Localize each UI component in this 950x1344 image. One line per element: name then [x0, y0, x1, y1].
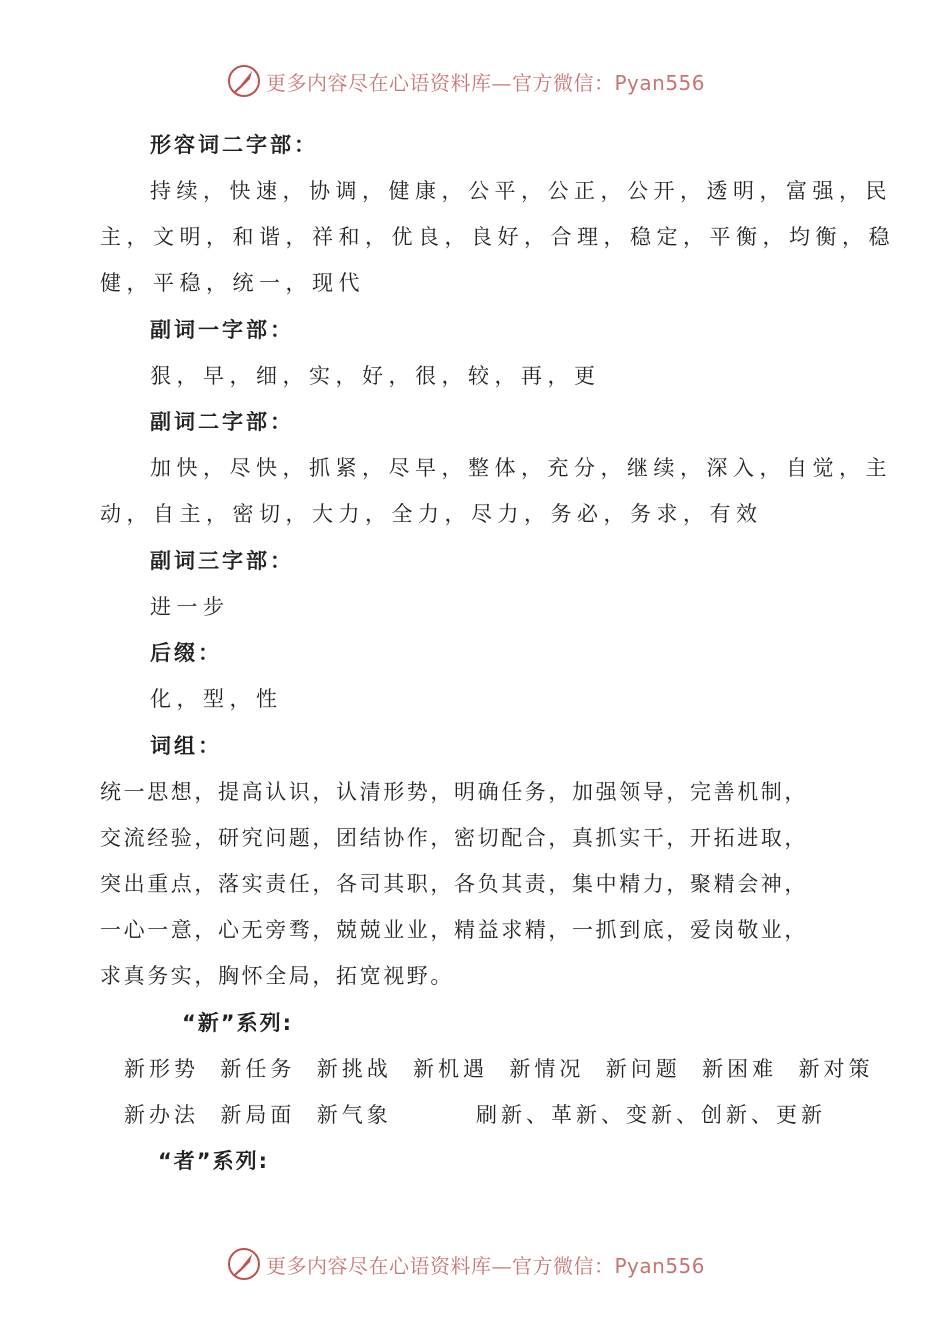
- adj2-line-1: 持续，快速，协调，健康，公平，公正，公开，透明，富强，民: [150, 179, 892, 203]
- phrases-line-2: 交流经验，研究问题，团结协作，密切配合，真抓实干，开拓进取，: [100, 826, 808, 850]
- adv1-line-1: 狠，早，细，实，好，很，较，再，更: [150, 364, 601, 388]
- header-banner: [0, 61, 950, 101]
- footer-banner: [0, 1244, 950, 1284]
- phrases-line-5: 求真务实，胸怀全局，拓宽视野。: [100, 964, 454, 988]
- suffix-line-1: 化，型，性: [150, 687, 283, 711]
- phrases-line-4: 一心一意，心无旁骛，兢兢业业，精益求精，一抓到底，爱岗敬业，: [100, 918, 808, 942]
- quill-logo-icon: [226, 1246, 262, 1282]
- adv3-heading: 副词三字部：: [150, 549, 294, 573]
- quill-logo-icon: [226, 63, 262, 99]
- adv2-line-2: 动，自主，密切，大力，全力，尽力，务必，务求，有效: [100, 502, 763, 526]
- phrases-line-1: 统一思想，提高认识，认清形势，明确任务，加强领导，完善机制，: [100, 780, 808, 804]
- xin-line-1: 新形势 新任务 新挑战 新机遇 新情况 新问题 新困难 新对策: [124, 1057, 874, 1081]
- banner-text: 更多内容尽在心语资料库—官方微信：Pyan556: [266, 1254, 706, 1278]
- adv3-line-1: 进一步: [150, 595, 230, 619]
- adj2-heading: 形容词二字部：: [150, 133, 318, 157]
- adv2-heading: 副词二字部：: [150, 410, 294, 434]
- adv1-heading: 副词一字部：: [150, 318, 294, 342]
- adj2-line-3: 健，平稳，统一，现代: [100, 271, 365, 295]
- phrases-heading: 词组：: [150, 734, 222, 758]
- adj2-line-2: 主，文明，和谐，祥和，优良，良好，合理，稳定，平衡，均衡，稳: [100, 225, 895, 249]
- phrases-line-3: 突出重点，落实责任，各司其职，各负其责，集中精力，聚精会神，: [100, 872, 808, 896]
- xin-line-2a: 新办法 新局面 新气象: [124, 1103, 392, 1127]
- adv2-line-1: 加快，尽快，抓紧，尽早，整体，充分，继续，深入，自觉，主: [150, 456, 892, 480]
- xin-line-2b: 刷新、革新、变新、创新、更新: [476, 1103, 826, 1127]
- xin-series-heading: “新”系列:: [182, 1011, 294, 1035]
- suffix-heading: 后缀：: [150, 641, 222, 665]
- banner-text: 更多内容尽在心语资料库—官方微信：Pyan556: [266, 71, 706, 95]
- zhe-series-heading: “者”系列:: [158, 1149, 270, 1173]
